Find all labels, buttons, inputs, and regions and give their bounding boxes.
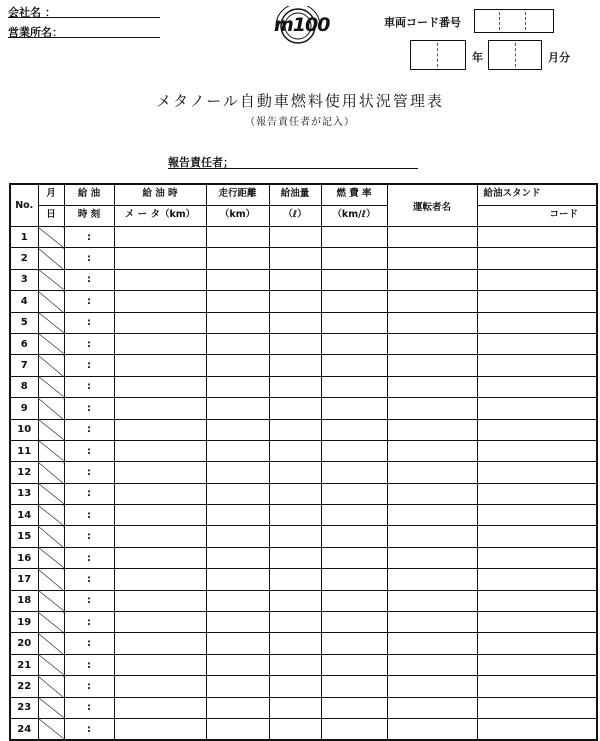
- fuel-amount-cell[interactable]: [269, 440, 321, 461]
- month-day-cell[interactable]: [38, 569, 64, 590]
- efficiency-cell[interactable]: [321, 505, 387, 526]
- logo-text: m100: [274, 14, 330, 36]
- month-day-cell[interactable]: [38, 718, 64, 740]
- driver-cell[interactable]: [387, 654, 477, 675]
- month-day-cell[interactable]: [38, 269, 64, 290]
- odometer-cell[interactable]: [114, 718, 206, 740]
- company-name-line[interactable]: [8, 17, 160, 18]
- row-number: 18: [10, 590, 38, 611]
- table-row: [10, 569, 597, 590]
- distance-cell[interactable]: [206, 612, 269, 633]
- efficiency-cell[interactable]: [321, 291, 387, 312]
- col-header-fuel-time-bottom: 時 刻: [64, 206, 114, 227]
- month-day-cell[interactable]: [38, 248, 64, 269]
- month-day-cell[interactable]: [38, 483, 64, 504]
- col-header-stand-top: 給油スタンド: [477, 184, 597, 206]
- row-number: 6: [10, 333, 38, 354]
- driver-cell[interactable]: [387, 676, 477, 697]
- distance-cell[interactable]: [206, 654, 269, 675]
- fuel-amount-cell[interactable]: [269, 718, 321, 740]
- efficiency-cell[interactable]: [321, 612, 387, 633]
- table-row: [10, 355, 597, 376]
- table-row: [10, 312, 597, 333]
- efficiency-cell[interactable]: [321, 440, 387, 461]
- odometer-cell[interactable]: [114, 676, 206, 697]
- table-row: [10, 376, 597, 397]
- distance-cell[interactable]: [206, 633, 269, 654]
- odometer-cell[interactable]: [114, 269, 206, 290]
- fuel-time-cell[interactable]: :: [64, 419, 114, 440]
- col-header-distance-top: 走行距離: [206, 184, 269, 206]
- month-day-cell[interactable]: [38, 505, 64, 526]
- fuel-time-cell[interactable]: :: [64, 547, 114, 568]
- col-header-day: 日: [38, 206, 64, 227]
- table-row: [10, 505, 597, 526]
- fuel-time-cell[interactable]: :: [64, 483, 114, 504]
- fuel-time-cell[interactable]: :: [64, 398, 114, 419]
- odometer-cell[interactable]: [114, 697, 206, 718]
- reporter-label: 報告責任者；: [168, 156, 234, 169]
- fuel-usage-table: [9, 183, 598, 741]
- stand-code-cell[interactable]: [477, 526, 597, 547]
- odometer-cell[interactable]: [114, 483, 206, 504]
- month-day-cell[interactable]: [38, 547, 64, 568]
- company-name-label: 会社名 ：: [8, 6, 56, 19]
- distance-cell[interactable]: [206, 718, 269, 740]
- row-number: 9: [10, 398, 38, 419]
- distance-cell[interactable]: [206, 697, 269, 718]
- efficiency-cell[interactable]: [321, 269, 387, 290]
- odometer-cell[interactable]: [114, 440, 206, 461]
- distance-cell[interactable]: [206, 462, 269, 483]
- odometer-cell[interactable]: [114, 312, 206, 333]
- stand-code-cell[interactable]: [477, 718, 597, 740]
- efficiency-cell[interactable]: [321, 227, 387, 248]
- col-header-efficiency-top: 燃 費 率: [321, 184, 387, 206]
- col-header-efficiency-bottom: （km/ℓ）: [321, 206, 387, 227]
- fuel-time-cell[interactable]: :: [64, 376, 114, 397]
- row-number: 14: [10, 505, 38, 526]
- fuel-amount-cell[interactable]: [269, 376, 321, 397]
- col-header-stand-bottom: コード: [477, 206, 597, 227]
- row-number: 1: [10, 227, 38, 248]
- driver-cell[interactable]: [387, 483, 477, 504]
- distance-cell[interactable]: [206, 248, 269, 269]
- odometer-cell[interactable]: [114, 248, 206, 269]
- table-row: [10, 654, 597, 675]
- stand-code-cell[interactable]: [477, 291, 597, 312]
- month-day-cell[interactable]: [38, 312, 64, 333]
- page-subtitle: （報告責任者が記入）: [245, 117, 355, 128]
- table-row: [10, 718, 597, 740]
- fuel-amount-cell[interactable]: [269, 590, 321, 611]
- table-row: [10, 248, 597, 269]
- driver-cell[interactable]: [387, 333, 477, 354]
- row-number: 20: [10, 633, 38, 654]
- office-name-line[interactable]: [8, 37, 160, 38]
- month-day-cell[interactable]: [38, 376, 64, 397]
- odometer-cell[interactable]: [114, 376, 206, 397]
- fuel-time-cell[interactable]: :: [64, 718, 114, 740]
- fuel-time-cell[interactable]: :: [64, 676, 114, 697]
- m100-logo: [268, 6, 330, 46]
- fuel-time-cell[interactable]: :: [64, 291, 114, 312]
- month-label: 月分: [548, 51, 570, 64]
- fuel-amount-cell[interactable]: [269, 569, 321, 590]
- fuel-time-cell[interactable]: :: [64, 612, 114, 633]
- fuel-time-cell[interactable]: :: [64, 569, 114, 590]
- col-header-fuel-amount-bottom: （ℓ）: [269, 206, 321, 227]
- row-number: 22: [10, 676, 38, 697]
- stand-code-cell[interactable]: [477, 419, 597, 440]
- efficiency-cell[interactable]: [321, 547, 387, 568]
- driver-cell[interactable]: [387, 291, 477, 312]
- table-row: [10, 462, 597, 483]
- odometer-cell[interactable]: [114, 569, 206, 590]
- row-number: 2: [10, 248, 38, 269]
- efficiency-cell[interactable]: [321, 462, 387, 483]
- efficiency-cell[interactable]: [321, 312, 387, 333]
- table-row: [10, 633, 597, 654]
- distance-cell[interactable]: [206, 547, 269, 568]
- col-header-odometer-bottom: メ ー タ（km）: [114, 206, 206, 227]
- fuel-time-cell[interactable]: :: [64, 633, 114, 654]
- stand-code-cell[interactable]: [477, 590, 597, 611]
- odometer-cell[interactable]: [114, 590, 206, 611]
- efficiency-cell[interactable]: [321, 248, 387, 269]
- fuel-time-cell[interactable]: :: [64, 697, 114, 718]
- distance-cell[interactable]: [206, 269, 269, 290]
- stand-code-cell[interactable]: [477, 376, 597, 397]
- fuel-amount-cell[interactable]: [269, 633, 321, 654]
- distance-cell[interactable]: [206, 526, 269, 547]
- fuel-amount-cell[interactable]: [269, 419, 321, 440]
- efficiency-cell[interactable]: [321, 419, 387, 440]
- page-title: メタノール自動車燃料使用状況管理表: [156, 92, 444, 110]
- month-day-cell[interactable]: [38, 633, 64, 654]
- stand-code-cell[interactable]: [477, 227, 597, 248]
- row-number: 23: [10, 697, 38, 718]
- stand-code-cell[interactable]: [477, 398, 597, 419]
- driver-cell[interactable]: [387, 248, 477, 269]
- efficiency-cell[interactable]: [321, 718, 387, 740]
- efficiency-cell[interactable]: [321, 590, 387, 611]
- row-number: 17: [10, 569, 38, 590]
- table-row: [10, 526, 597, 547]
- fuel-amount-cell[interactable]: [269, 526, 321, 547]
- driver-cell[interactable]: [387, 697, 477, 718]
- fuel-amount-cell[interactable]: [269, 654, 321, 675]
- month-day-cell[interactable]: [38, 333, 64, 354]
- stand-code-cell[interactable]: [477, 569, 597, 590]
- efficiency-cell[interactable]: [321, 333, 387, 354]
- month-day-cell[interactable]: [38, 355, 64, 376]
- fuel-amount-cell[interactable]: [269, 355, 321, 376]
- col-header-odometer-top: 給 油 時: [114, 184, 206, 206]
- odometer-cell[interactable]: [114, 333, 206, 354]
- fuel-time-cell[interactable]: :: [64, 333, 114, 354]
- driver-cell[interactable]: [387, 269, 477, 290]
- odometer-cell[interactable]: [114, 547, 206, 568]
- odometer-cell[interactable]: [114, 227, 206, 248]
- stand-code-cell[interactable]: [477, 312, 597, 333]
- driver-cell[interactable]: [387, 462, 477, 483]
- col-header-fuel-amount-top: 給油量: [269, 184, 321, 206]
- vehicle-code-box[interactable]: [474, 9, 554, 33]
- row-number: 4: [10, 291, 38, 312]
- stand-code-cell[interactable]: [477, 654, 597, 675]
- efficiency-cell[interactable]: [321, 398, 387, 419]
- fuel-time-cell[interactable]: :: [64, 526, 114, 547]
- table-row: [10, 398, 597, 419]
- month-day-cell[interactable]: [38, 612, 64, 633]
- distance-cell[interactable]: [206, 376, 269, 397]
- month-day-cell[interactable]: [38, 590, 64, 611]
- driver-cell[interactable]: [387, 505, 477, 526]
- fuel-time-cell[interactable]: :: [64, 505, 114, 526]
- efficiency-cell[interactable]: [321, 654, 387, 675]
- fuel-amount-cell[interactable]: [269, 269, 321, 290]
- table-row: [10, 333, 597, 354]
- office-name-label: 営業所名：: [8, 26, 63, 39]
- fuel-time-cell[interactable]: :: [64, 590, 114, 611]
- driver-cell[interactable]: [387, 227, 477, 248]
- odometer-cell[interactable]: [114, 654, 206, 675]
- driver-cell[interactable]: [387, 569, 477, 590]
- efficiency-cell[interactable]: [321, 526, 387, 547]
- odometer-cell[interactable]: [114, 291, 206, 312]
- stand-code-cell[interactable]: [477, 248, 597, 269]
- col-header-distance-bottom: （km）: [206, 206, 269, 227]
- table-row: [10, 269, 597, 290]
- efficiency-cell[interactable]: [321, 569, 387, 590]
- month-day-cell[interactable]: [38, 697, 64, 718]
- fuel-time-cell[interactable]: :: [64, 355, 114, 376]
- efficiency-cell[interactable]: [321, 676, 387, 697]
- fuel-amount-cell[interactable]: [269, 697, 321, 718]
- col-header-month: 月: [38, 184, 64, 206]
- stand-code-cell[interactable]: [477, 612, 597, 633]
- month-day-cell[interactable]: [38, 676, 64, 697]
- vehicle-code-label: 車両コード番号: [384, 16, 461, 29]
- stand-code-cell[interactable]: [477, 483, 597, 504]
- table-row: [10, 419, 597, 440]
- row-number: 19: [10, 612, 38, 633]
- month-day-cell[interactable]: [38, 440, 64, 461]
- table-row: [10, 590, 597, 611]
- table-row: [10, 483, 597, 504]
- fuel-amount-cell[interactable]: [269, 312, 321, 333]
- odometer-cell[interactable]: [114, 612, 206, 633]
- driver-cell[interactable]: [387, 355, 477, 376]
- fuel-amount-cell[interactable]: [269, 676, 321, 697]
- fuel-amount-cell[interactable]: [269, 333, 321, 354]
- year-box[interactable]: [410, 40, 466, 70]
- distance-cell[interactable]: [206, 590, 269, 611]
- row-number: 16: [10, 547, 38, 568]
- table-row: [10, 676, 597, 697]
- month-day-cell[interactable]: [38, 291, 64, 312]
- odometer-cell[interactable]: [114, 398, 206, 419]
- stand-code-cell[interactable]: [477, 505, 597, 526]
- row-number: 24: [10, 718, 38, 740]
- odometer-cell[interactable]: [114, 505, 206, 526]
- fuel-amount-cell[interactable]: [269, 612, 321, 633]
- stand-code-cell[interactable]: [477, 676, 597, 697]
- stand-code-cell[interactable]: [477, 697, 597, 718]
- distance-cell[interactable]: [206, 291, 269, 312]
- driver-cell[interactable]: [387, 526, 477, 547]
- stand-code-cell[interactable]: [477, 440, 597, 461]
- efficiency-cell[interactable]: [321, 697, 387, 718]
- driver-cell[interactable]: [387, 398, 477, 419]
- month-day-cell[interactable]: [38, 419, 64, 440]
- odometer-cell[interactable]: [114, 355, 206, 376]
- month-day-cell[interactable]: [38, 398, 64, 419]
- fuel-amount-cell[interactable]: [269, 505, 321, 526]
- driver-cell[interactable]: [387, 440, 477, 461]
- month-day-cell[interactable]: [38, 227, 64, 248]
- distance-cell[interactable]: [206, 419, 269, 440]
- fuel-amount-cell[interactable]: [269, 398, 321, 419]
- year-label: 年: [472, 51, 483, 64]
- fuel-amount-cell[interactable]: [269, 227, 321, 248]
- row-number: 12: [10, 462, 38, 483]
- table-row: [10, 227, 597, 248]
- fuel-amount-cell[interactable]: [269, 291, 321, 312]
- driver-cell[interactable]: [387, 547, 477, 568]
- distance-cell[interactable]: [206, 227, 269, 248]
- row-number: 7: [10, 355, 38, 376]
- table-row: [10, 697, 597, 718]
- fuel-time-cell[interactable]: :: [64, 312, 114, 333]
- fuel-time-cell[interactable]: :: [64, 269, 114, 290]
- efficiency-cell[interactable]: [321, 483, 387, 504]
- driver-cell[interactable]: [387, 312, 477, 333]
- stand-code-cell[interactable]: [477, 633, 597, 654]
- distance-cell[interactable]: [206, 312, 269, 333]
- row-number: 8: [10, 376, 38, 397]
- distance-cell[interactable]: [206, 483, 269, 504]
- row-number: 10: [10, 419, 38, 440]
- month-day-cell[interactable]: [38, 526, 64, 547]
- driver-cell[interactable]: [387, 612, 477, 633]
- row-number: 3: [10, 269, 38, 290]
- col-header-no: No.: [10, 184, 38, 227]
- efficiency-cell[interactable]: [321, 633, 387, 654]
- odometer-cell[interactable]: [114, 633, 206, 654]
- fuel-time-cell[interactable]: :: [64, 440, 114, 461]
- driver-cell[interactable]: [387, 419, 477, 440]
- driver-cell[interactable]: [387, 718, 477, 740]
- distance-cell[interactable]: [206, 505, 269, 526]
- month-box[interactable]: [488, 40, 542, 70]
- fuel-time-cell[interactable]: :: [64, 654, 114, 675]
- distance-cell[interactable]: [206, 569, 269, 590]
- odometer-cell[interactable]: [114, 419, 206, 440]
- fuel-time-cell[interactable]: :: [64, 227, 114, 248]
- odometer-cell[interactable]: [114, 526, 206, 547]
- stand-code-cell[interactable]: [477, 462, 597, 483]
- distance-cell[interactable]: [206, 676, 269, 697]
- col-header-driver: 運転者名: [387, 184, 477, 227]
- fuel-amount-cell[interactable]: [269, 547, 321, 568]
- col-header-fuel-time-top: 給 油: [64, 184, 114, 206]
- table-row: [10, 547, 597, 568]
- row-number: 5: [10, 312, 38, 333]
- table-row: [10, 291, 597, 312]
- driver-cell[interactable]: [387, 376, 477, 397]
- table-row: [10, 612, 597, 633]
- reporter-line[interactable]: [168, 168, 418, 169]
- row-number: 15: [10, 526, 38, 547]
- stand-code-cell[interactable]: [477, 333, 597, 354]
- row-number: 11: [10, 440, 38, 461]
- odometer-cell[interactable]: [114, 462, 206, 483]
- fuel-amount-cell[interactable]: [269, 248, 321, 269]
- fuel-time-cell[interactable]: :: [64, 462, 114, 483]
- driver-cell[interactable]: [387, 633, 477, 654]
- stand-code-cell[interactable]: [477, 269, 597, 290]
- efficiency-cell[interactable]: [321, 355, 387, 376]
- efficiency-cell[interactable]: [321, 376, 387, 397]
- fuel-amount-cell[interactable]: [269, 483, 321, 504]
- row-number: 21: [10, 654, 38, 675]
- distance-cell[interactable]: [206, 355, 269, 376]
- stand-code-cell[interactable]: [477, 355, 597, 376]
- distance-cell[interactable]: [206, 440, 269, 461]
- row-number: 13: [10, 483, 38, 504]
- distance-cell[interactable]: [206, 333, 269, 354]
- distance-cell[interactable]: [206, 398, 269, 419]
- month-day-cell[interactable]: [38, 654, 64, 675]
- fuel-amount-cell[interactable]: [269, 462, 321, 483]
- stand-code-cell[interactable]: [477, 547, 597, 568]
- month-day-cell[interactable]: [38, 462, 64, 483]
- table-row: [10, 440, 597, 461]
- driver-cell[interactable]: [387, 590, 477, 611]
- fuel-time-cell[interactable]: :: [64, 248, 114, 269]
